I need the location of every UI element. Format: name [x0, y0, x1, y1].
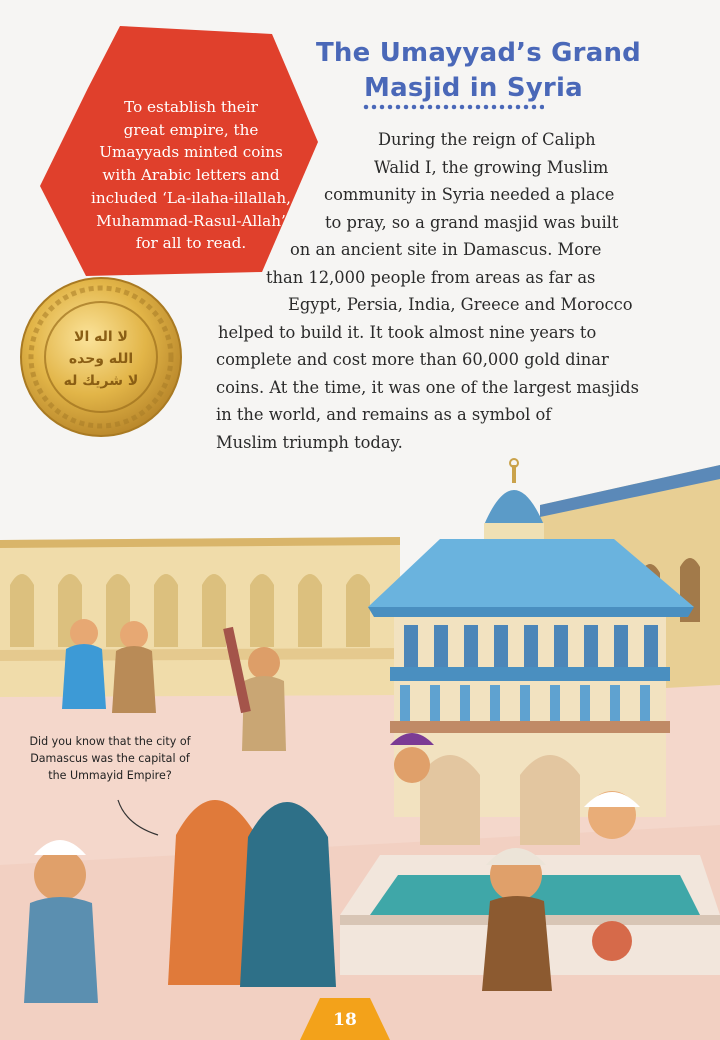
coin-inscription: لا شريك له	[63, 373, 139, 389]
body-text-line: helped to build it. It took almost nine years to	[218, 323, 597, 342]
coin-inscription: الله وحده	[68, 351, 134, 367]
body-text-line: Walid I, the growing Muslim	[374, 158, 609, 177]
coin-inscription: لا اله الا	[74, 329, 128, 345]
arcade-building	[0, 537, 400, 697]
coin-fact-callout	[78, 96, 304, 255]
page-number: 18	[333, 1010, 357, 1030]
callout-line: Muhammad-Rasul-Allah’	[96, 211, 286, 230]
speech-line: Did you know that the city of	[29, 735, 191, 748]
page-title-line-2: Masjid in Syria	[364, 73, 583, 103]
speech-line: Damascus was the capital of	[30, 751, 190, 765]
title-dotted-underline	[362, 104, 544, 110]
speech-bubble	[10, 734, 210, 784]
speech-line: the Ummayid Empire?	[48, 768, 172, 782]
body-text-line: in the world, and remains as a symbol of	[216, 405, 552, 424]
body-text-line: During the reign of Caliph	[378, 130, 596, 149]
body-text-line: coins. At the time, it was one of the largest masjids	[216, 378, 639, 397]
callout-line: with Arabic letters and	[102, 166, 280, 185]
callout-line: To establish their	[124, 98, 258, 116]
callout-line: Umayyads minted coins	[99, 143, 283, 162]
body-text-line: Egypt, Persia, India, Greece and Morocco	[288, 295, 633, 314]
callout-line: great empire, the	[123, 120, 259, 139]
body-text-line: on an ancient site in Damascus. More	[290, 240, 602, 259]
body-text-line: to pray, so a grand masjid was built	[325, 213, 619, 232]
body-text-line: community in Syria needed a place	[324, 185, 615, 204]
callout-line: for all to read.	[135, 234, 247, 253]
body-text-line: Muslim triumph today.	[216, 433, 403, 452]
blue-dome	[484, 459, 544, 543]
body-text-line: than 12,000 people from areas as far as	[266, 268, 596, 287]
gold-dinar-coin-image	[16, 273, 186, 441]
callout-line: included ‘La-ilaha-illallah,	[91, 188, 291, 207]
page-title-line-1: The Umayyad’s Grand	[316, 38, 641, 68]
body-text-line: complete and cost more than 60,000 gold dinar	[216, 350, 609, 369]
